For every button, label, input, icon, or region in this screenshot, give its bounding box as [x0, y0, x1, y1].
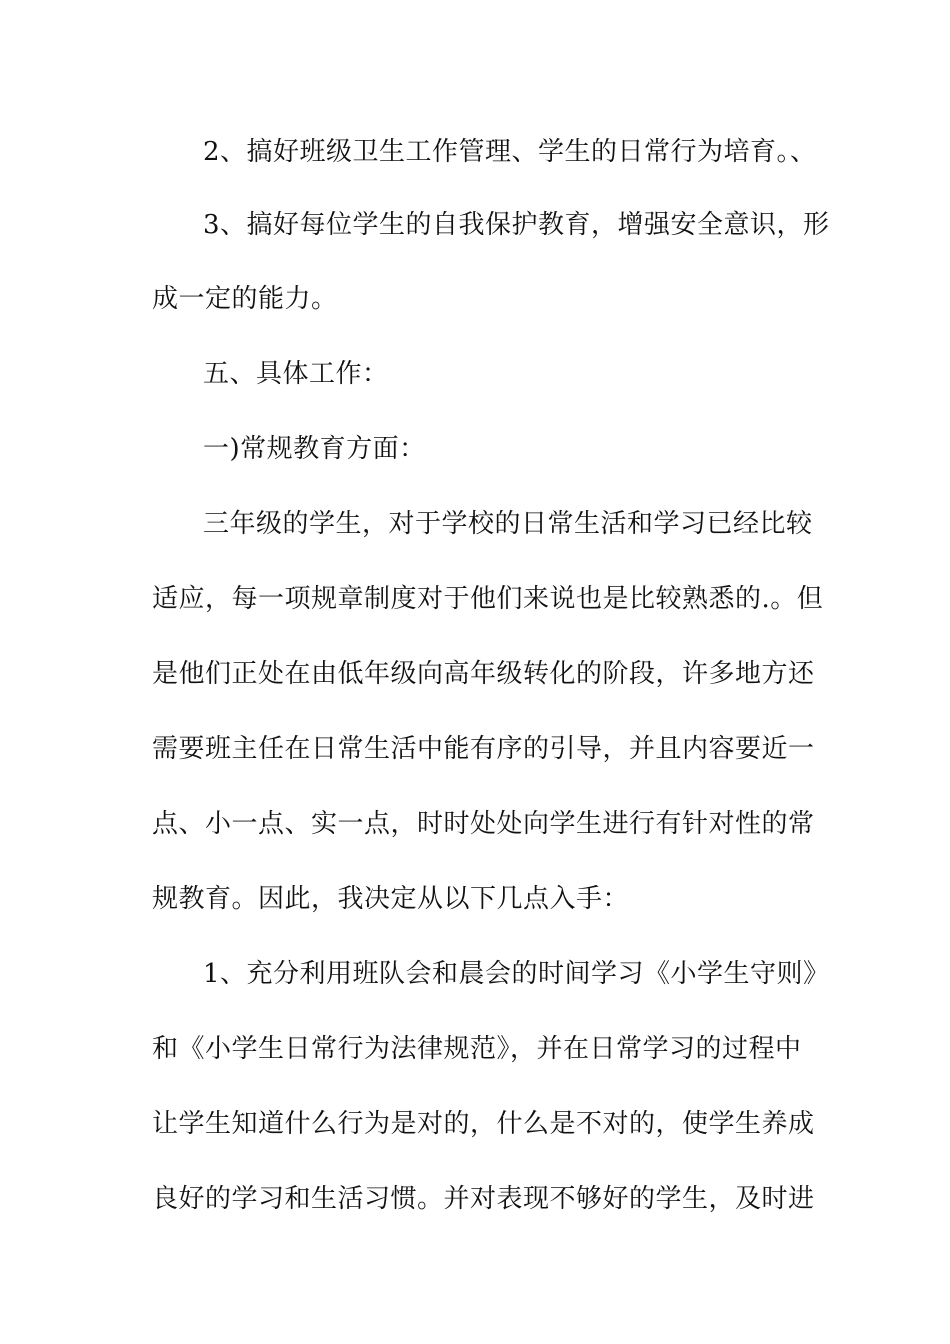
paragraph-line: 1、充分利用班队会和晨会的时间学习《小学生守则》 [203, 959, 830, 989]
paragraph-line: 3、搞好每位学生的自我保护教育，增强安全意识，形 [203, 210, 830, 240]
paragraph-line: 让学生知道什么行为是对的，什么是不对的，使学生养成 [152, 1109, 815, 1139]
paragraph-line: 和《小学生日常行为法律规范》，并在日常学习的过程中 [152, 1034, 802, 1064]
paragraph-line: 三年级的学生，对于学校的日常生活和学习已经比较 [203, 509, 813, 539]
section-heading: 五、具体工作： [203, 359, 389, 389]
paragraph-line: 2、搞好班级卫生工作管理、学生的日常行为培育。、 [203, 137, 817, 167]
paragraph-line: 需要班主任在日常生活中能有序的引导，并且内容要近一 [152, 734, 815, 764]
paragraph-line: 规教育。因此，我决定从以下几点入手： [152, 884, 630, 914]
paragraph-line: 是他们正处在由低年级向高年级转化的阶段，许多地方还 [152, 659, 815, 689]
subsection-heading: 一)常规教育方面： [203, 434, 426, 464]
paragraph-line: 良好的学习和生活习惯。并对表现不够好的学生，及时进 [152, 1184, 815, 1214]
paragraph-line: 适应，每一项规章制度对于他们来说也是比较熟悉的.。但 [152, 584, 824, 614]
paragraph-line: 点、小一点、实一点，时时处处向学生进行有针对性的常 [152, 809, 815, 839]
paragraph-line: 成一定的能力。 [152, 284, 338, 314]
